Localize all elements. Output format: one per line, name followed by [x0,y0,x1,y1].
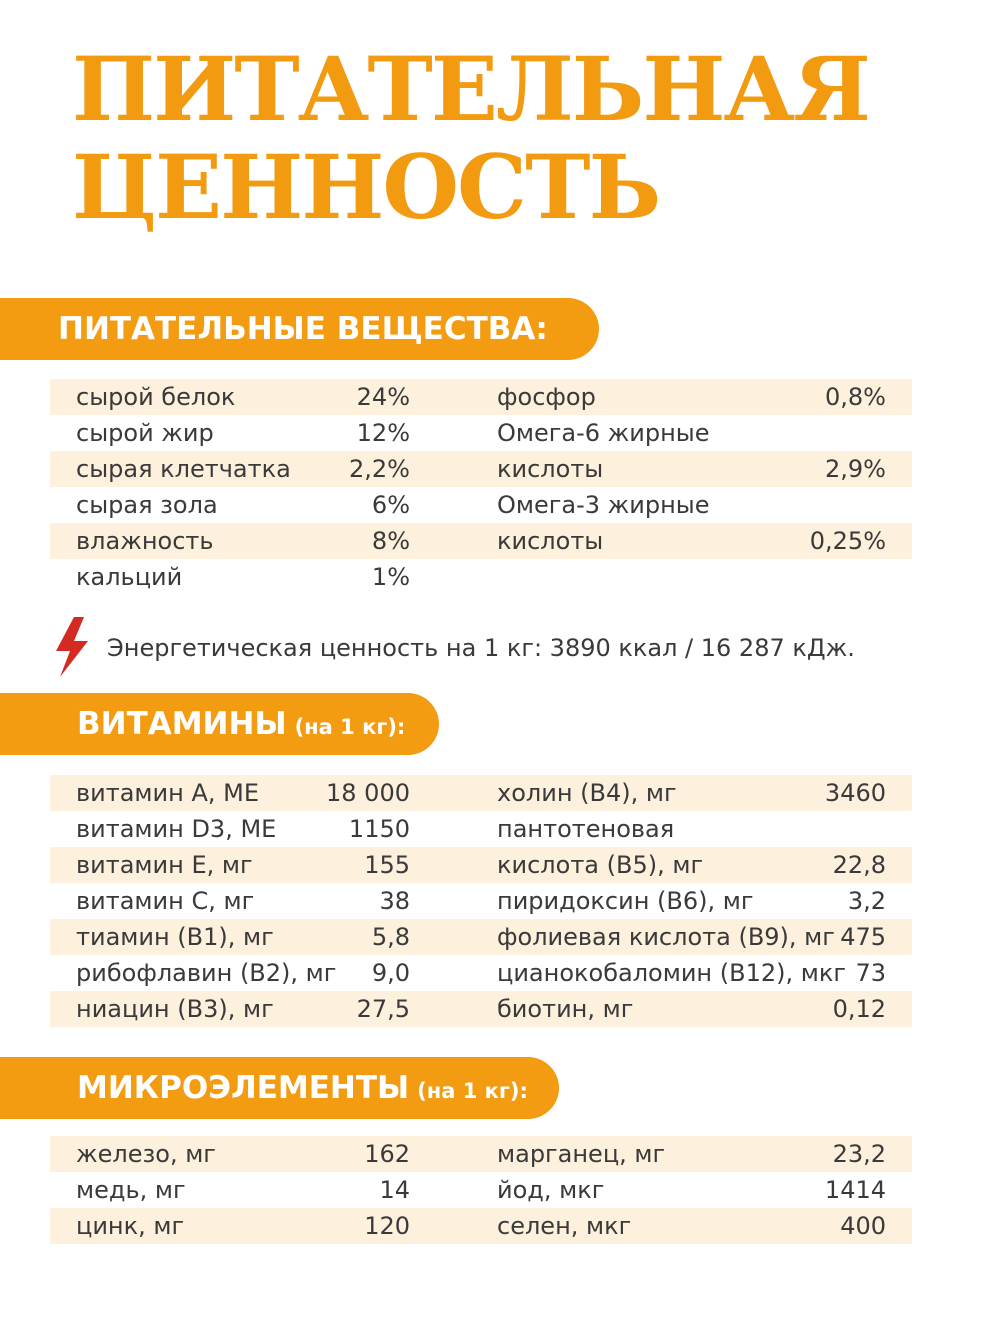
title-line-1: ПИТАТЕЛЬНАЯ [72,37,869,141]
left-item-name: витамин Е, мг [76,851,253,879]
left-item-value: 14 [379,1176,410,1204]
right-item-name: кислоты [497,527,604,555]
left-item-name: рибофлавин (В2), мг [76,959,337,987]
right-item-value: 0,12 [832,995,886,1023]
table-row [50,523,912,559]
microelements-heading-sub: (на 1 кг): [417,1079,528,1103]
right-item-value: 0,8% [825,383,886,411]
table-row [50,1208,912,1244]
table-row [50,991,912,1027]
left-item-value: 27,5 [356,995,410,1023]
left-item-name: витамин С, мг [76,887,255,915]
nutrients-heading: ПИТАТЕЛЬНЫЕ ВЕЩЕСТВА: [58,311,548,347]
lightning-bolt-icon [52,615,92,679]
left-item-value: 120 [364,1212,410,1240]
table-row [50,883,912,919]
right-item-name: селен, мкг [497,1212,632,1240]
right-item-name: пиридоксин (В6), мг [497,887,754,915]
vitamins-heading-sub: (на 1 кг): [294,715,406,739]
right-item-value: 3460 [824,779,886,807]
energy-text: Энергетическая ценность на 1 кг: 3890 ккал / 16 287 кДж. [107,634,855,662]
table-row [50,919,912,955]
table-row [50,1136,912,1172]
right-item-name: фолиевая кислота (В9), мг [497,923,835,951]
microelements-heading-band [0,1057,559,1119]
left-item-name: сырая зола [76,491,218,519]
left-item-value: 8% [371,527,410,555]
right-item-name: холин (В4), мг [497,779,677,807]
table-row [50,811,912,847]
right-item-name: пантотеновая [497,815,675,843]
left-item-name: медь, мг [76,1176,186,1204]
left-item-value: 162 [364,1140,410,1168]
right-item-value: 0,25% [809,527,886,555]
left-item-value: 1150 [348,815,410,843]
left-item-value: 6% [371,491,410,519]
right-item-name: биотин, мг [497,995,634,1023]
left-item-name: влажность [76,527,214,555]
table-row [50,775,912,811]
right-item-value: 1414 [824,1176,886,1204]
microelements-heading: МИКРОЭЛЕМЕНТЫ [77,1070,410,1106]
left-item-value: 18 000 [326,779,410,807]
table-row [50,415,912,451]
left-item-value: 38 [379,887,410,915]
table-row [50,487,912,523]
page-title [72,37,869,239]
vitamins-heading: ВИТАМИНЫ [77,706,287,742]
table-row [50,379,912,415]
nutrients-table [50,379,912,595]
right-item-name: фосфор [497,383,596,411]
right-item-name: кислота (В5), мг [497,851,704,879]
left-item-name: сырой жир [76,419,214,447]
left-item-value: 1% [371,563,410,591]
right-item-value: 23,2 [832,1140,886,1168]
vitamins-table [50,775,912,1027]
right-item-name: Омега-6 жирные [497,419,710,447]
left-item-value: 12% [356,419,410,447]
nutrients-heading-band [0,298,599,360]
left-item-value: 9,0 [371,959,410,987]
left-item-value: 24% [356,383,410,411]
left-item-value: 155 [364,851,410,879]
right-item-name: марганец, мг [497,1140,666,1168]
left-item-name: железо, мг [76,1140,216,1168]
right-item-name: цианокобаломин (В12), мкг [497,959,846,987]
right-item-value: 475 [840,923,886,951]
right-item-value: 3,2 [847,887,886,915]
title-line-2: ЦЕННОСТЬ [72,135,660,239]
left-item-value: 5,8 [371,923,410,951]
energy-value-line [50,615,950,679]
right-item-value: 73 [855,959,886,987]
left-item-value: 2,2% [349,455,410,483]
right-item-value: 400 [840,1212,886,1240]
table-row [50,955,912,991]
table-row [50,451,912,487]
left-item-name: витамин А, МЕ [76,779,259,807]
right-item-value: 2,9% [825,455,886,483]
left-item-name: сырой белок [76,383,236,411]
left-item-name: ниацин (В3), мг [76,995,274,1023]
table-row [50,1172,912,1208]
vitamins-heading-band [0,693,439,755]
right-item-name: кислоты [497,455,604,483]
microelements-table [50,1136,912,1244]
left-item-name: цинк, мг [76,1212,185,1240]
table-row [50,847,912,883]
left-item-name: тиамин (В1), мг [76,923,274,951]
left-item-name: витамин D3, МЕ [76,815,277,843]
right-item-name: Омега-3 жирные [497,491,710,519]
left-item-name: кальций [76,563,183,591]
table-row [50,559,912,595]
right-item-name: йод, мкг [497,1176,605,1204]
left-item-name: сырая клетчатка [76,455,291,483]
right-item-value: 22,8 [832,851,886,879]
